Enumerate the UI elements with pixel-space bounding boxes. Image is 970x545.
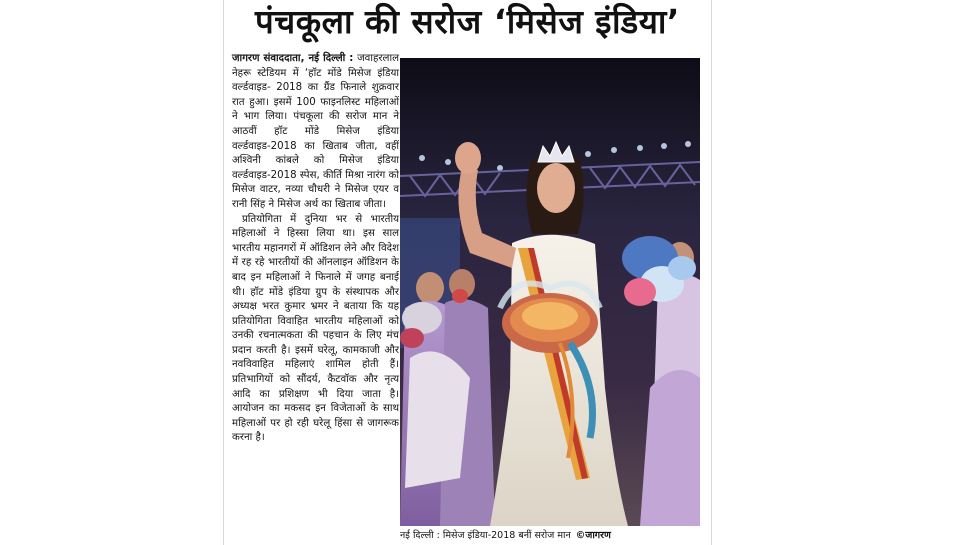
winner-face [537,163,575,213]
caption-text: नई दिल्ली : मिसेज इंडिया-2018 बनीं सरोज मान [400,530,571,541]
caption-credit: ©जागरण [575,530,611,541]
paragraph-1-text: जवाहरलाल नेहरू स्टेडियम में ‘हॉट मोंडे मिसेज इंडिया वर्ल्डवाइड- 2018 का ग्रैंड फिनाले शुक्रवार रात हुआ। इसमें 100 फाइनलिस्ट महिलाओं ने भाग लिया। पंचकूला की सरोज मान ने आठवीं हॉट मोंडे मिसेज इंडिया वर्ल्डवाइड-2018 का खिताब जीता, वहीं अश्विनी कांबले को मिसेज इंडिया वर्ल्डवाइड-2018 स्पेस, कीर्ति मिश्रा नारंग को मिसेज वाटर, नव्या चौधरी ने मिसेज एयर व रानी सिंह ने मिसेज अर्थ का खिताब जीता। [232,53,399,210]
photo-caption [400,528,705,544]
byline: जागरण संवाददाता, नई दिल्ली : [232,53,354,64]
news-photo [400,58,700,526]
article-paragraph-2: प्रतियोगिता में दुनिया भर से भारतीय महिलाओं ने हिस्सा लिया था। इस साल भारतीय महानगरों में ऑडिशन लेने और विदेश में रह रहे भारतीयों की ऑनलाइन ऑडिशन के बाद इन महिलाओं ने फिनाले में जगह बनाई थी। हॉट मोंडे इंडिया ग्रुप के संस्थापक और अध्यक्ष भरत कुमार भ्रमर ने बताया कि यह प्रतियोगिता विवाहित भारतीय महिलाओं को उनकी रचनात्मकता की पहचान के लिए मंच प्रदान करती है। इसमें घरेलू, कामकाजी और नवविवाहित महिलाएं शामिल होती हैं। प्रतिभागियों को सौंदर्य, कैटवॉक और नृत्य आदि का प्रशिक्षण भी दिया जाता है। आयोजन का मकसद इन विजेताओं के साथ महिलाओं पर हो रही घरेलू हिंसा से जागरूक करना है। [232,213,399,444]
article-paragraph-1 [232,52,399,213]
article-body [232,52,399,545]
stage-photo-illustration [400,58,700,526]
newspaper-clipping [223,0,712,545]
headline: पंचकूला की सरोज ‘मिसेज इंडिया’ [255,2,680,41]
